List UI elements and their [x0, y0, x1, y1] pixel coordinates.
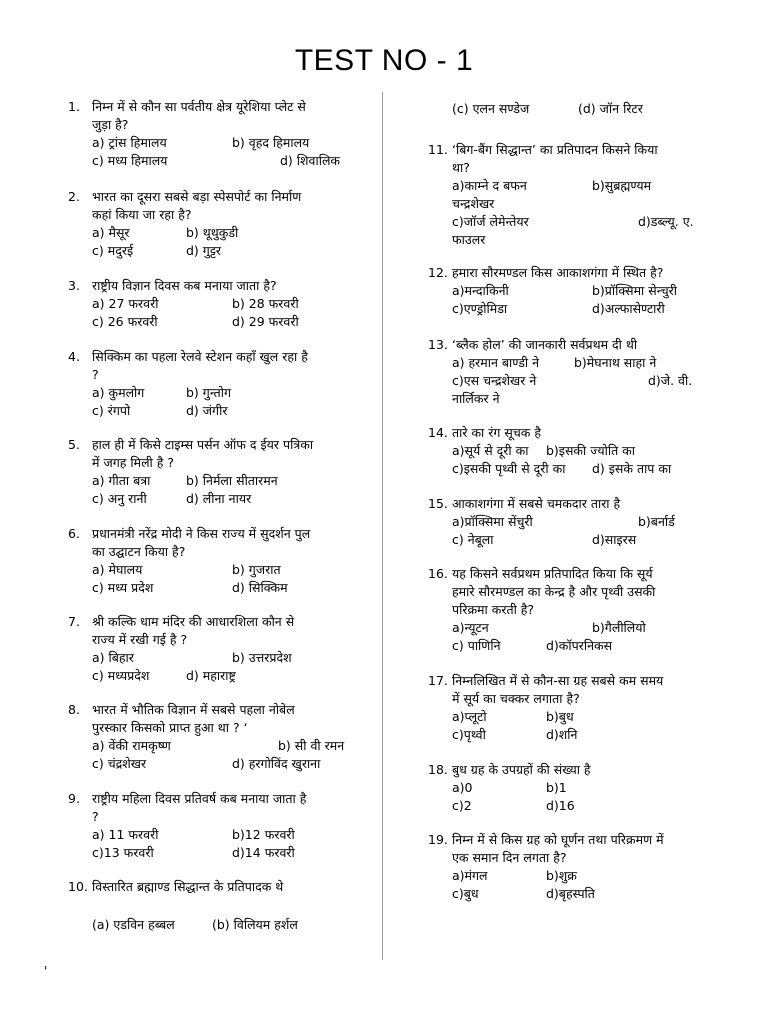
option: (a) एडविन हब्बल — [92, 917, 175, 932]
option: b) गुन्तोग — [186, 385, 232, 400]
option: d)शनि — [546, 727, 578, 742]
option: b)सुब्रह्मण्यम — [592, 178, 652, 193]
option: b)बुध — [546, 709, 574, 724]
question-text: हाल ही में किसे टाइम्स पर्सन ऑफ द ईयर पत्रिका — [92, 437, 314, 452]
question-12: 12. हमारा सौरमण्डल किस आकाशगंगा में स्थित है? a)मन्दाकिनी b)प्रॉक्सिमा सेन्चुरी c)एण्ड्रोमिडा d)अल्फासेण्टारी — [428, 264, 728, 318]
option: b) वृहद हिमालय — [232, 135, 310, 150]
option: d) 29 फरवरी — [232, 314, 299, 329]
option: c)एण्ड्रोमिडा — [452, 301, 508, 316]
question-text: ‘ब्लैक होल’ की जानकारी सर्वप्रथम दी थी — [452, 337, 638, 352]
question-7: 7. श्री कल्कि धाम मंदिर की आधारशिला कौन से राज्य में रखी गई है ? a) बिहार b) उत्तरप्रदेश c) मध्यप्रदेश d) महाराष्ट्र — [68, 613, 368, 685]
option: a) हरमान बाण्डी ने — [452, 355, 540, 370]
option: a) 11 फरवरी — [92, 827, 159, 842]
option: c) मध्य प्रदेश — [92, 580, 154, 595]
option: b)इसकी ज्योति का — [546, 443, 636, 458]
option: c) अनु रानी — [92, 491, 147, 506]
question-text: कहां किया जा रहा है? — [92, 207, 192, 222]
option: b)बर्नार्ड — [638, 514, 675, 529]
page-title: TEST NO - 1 — [294, 44, 474, 77]
question-text: निम्नलिखित में से कौन-सा ग्रह सबसे कम समय — [452, 673, 664, 688]
question-text: तारे का रंग सूचक है — [452, 425, 541, 440]
question-text: निम्न में से कौन सा पर्वतीय क्षेत्र यूरेशिया प्लेट से — [92, 99, 306, 114]
question-text: का उद्घाटन किया है? — [92, 544, 186, 559]
question-3: 3. राष्ट्रीय विज्ञान दिवस कब मनाया जाता है? a) 27 फरवरी b) 28 फरवरी c) 26 फरवरी d) 29 फरवरी — [68, 277, 368, 331]
option: c) चंद्रशेखर — [92, 756, 147, 771]
option: b) 28 फरवरी — [232, 296, 299, 311]
option: a)काम्ने द बफन — [452, 178, 527, 193]
option: c) 26 फरवरी — [92, 314, 158, 329]
option: b) उत्तरप्रदेश — [232, 650, 292, 665]
option: d) महाराष्ट्र — [186, 668, 236, 683]
option: c)बुध — [452, 886, 479, 901]
option-continued: फाउलर — [452, 232, 486, 247]
option: a) मैसूर — [92, 225, 130, 240]
question-text: श्री कल्कि धाम मंदिर की आधारशिला कौन से — [92, 614, 295, 629]
option: b)गैलीलियो — [592, 620, 646, 635]
option: b)प्रॉक्सिमा सेन्चुरी — [592, 283, 677, 298]
question-text: भारत का दूसरा सबसे बड़ा स्पेसपोर्ट का निर्माण — [92, 189, 302, 204]
option: c)जॉर्ज लेमेन्तेयर — [452, 214, 529, 229]
question-text: था? — [452, 160, 470, 175]
option: c)इसकी पृथ्वी से दूरी का — [452, 461, 566, 476]
option: c)पृथ्वी — [452, 727, 486, 742]
question-text: यह किसने सर्वप्रथम प्रतिपादित किया कि सूर्य — [452, 566, 653, 581]
option: b) थूथुकुडी — [186, 225, 239, 240]
option: d)बृहस्पति — [546, 886, 595, 901]
question-9: 9. राष्ट्रीय महिला दिवस प्रतिवर्ष कब मनाया जाता है ? a) 11 फरवरी b)12 फरवरी c)13 फरवरी d)14 फरवरी — [68, 790, 368, 862]
option: d)14 फरवरी — [232, 845, 295, 860]
option: d) शिवालिक — [280, 153, 341, 168]
question-text: प्रधानमंत्री नरेंद्र मोदी ने किस राज्य में सुदर्शन पुल — [92, 526, 311, 541]
option: c) पाणिनि — [452, 638, 501, 653]
question-10: 10. विस्तारित ब्रह्माण्ड सिद्धान्त के प्रतिपादक थे (a) एडविन हब्बल (b) विलियम हर्शल — [68, 878, 368, 934]
option: a) बिहार — [92, 650, 134, 665]
option: b)शुक्र — [546, 868, 577, 883]
question-text: हमारा सौरमण्डल किस आकाशगंगा में स्थित है? — [452, 265, 664, 280]
question-text: आकाशगंगा में सबसे चमकदार तारा है — [452, 496, 621, 511]
option: d)अल्फासेण्टारी — [592, 301, 665, 316]
option: a) मेघालय — [92, 562, 143, 577]
option: c)13 फरवरी — [92, 845, 154, 860]
question-text: सिक्किम का पहला रेलवे स्टेशन कहाँ खुल रहा है — [92, 349, 308, 364]
option: (d) जॉन रिटर — [578, 101, 643, 116]
question-2: 2. भारत का दूसरा सबसे बड़ा स्पेसपोर्ट का निर्माण कहां किया जा रहा है? a) मैसूर b) थूथुकुडी c) मदुरई d) गुट्टर — [68, 188, 368, 260]
question-18: 18. बुध ग्रह के उपग्रहों की संख्या है a)0 b)1 c)2 d)16 — [428, 761, 728, 815]
question-text: में जगह मिली है ? — [92, 455, 175, 470]
question-text: विस्तारित ब्रह्माण्ड सिद्धान्त के प्रतिपादक थे — [92, 879, 284, 894]
question-text: भारत में भौतिक विज्ञान में सबसे पहला नोबेल — [92, 702, 295, 717]
option: d)16 — [546, 798, 575, 813]
question-text: राज्य में रखी गई है ? — [92, 632, 188, 647]
question-1: 1. निम्न में से कौन सा पर्वतीय क्षेत्र यूरेशिया प्लेट से जुड़ा है? a) ट्रांस हिमालय b) वृहद हिमालय c) मध्य हिमालय d) शिवालिक — [68, 98, 368, 170]
option: d) लीना नायर — [186, 491, 252, 506]
option: d) गुट्टर — [186, 243, 222, 258]
option: b) निर्मला सीतारमन — [186, 473, 278, 488]
question-15: 15. आकाशगंगा में सबसे चमकदार तारा है a)प्रॉक्सिमा सेंचुरी b)बर्नार्ड c) नेबूला d)साइरस — [428, 495, 728, 549]
option: a)मंगल — [452, 868, 488, 883]
option: a)0 — [452, 780, 473, 795]
option: a) ट्रांस हिमालय — [92, 135, 167, 150]
question-text: एक समान दिन लगता है? — [452, 850, 567, 865]
question-17: 17. निम्नलिखित में से कौन-सा ग्रह सबसे कम समय में सूर्य का चक्कर लगाता है? a)प्लूटो b)बुध c)पृथ्वी d)शनि — [428, 672, 728, 744]
question-text: जुड़ा है? — [92, 117, 129, 132]
option: c) नेबूला — [452, 532, 494, 547]
option: (c) एलन सण्डेज — [452, 101, 530, 116]
option: a)प्लूटो — [452, 709, 487, 724]
option: c) रंगपो — [92, 403, 131, 418]
footer-mark: ' — [44, 964, 48, 978]
option: c)2 — [452, 798, 472, 813]
question-6: 6. प्रधानमंत्री नरेंद्र मोदी ने किस राज्य में सुदर्शन पुल का उद्घाटन किया है? a) मेघालय b) गुजरात c) मध्य प्रदेश d) सिक्किम — [68, 525, 368, 597]
question-text: परिक्रमा करती है? — [452, 602, 535, 617]
option: d)जे. वी. — [648, 373, 693, 388]
question-16: 16. यह किसने सर्वप्रथम प्रतिपादित किया कि सूर्य हमारे सौरमण्डल का केन्द्र है और पृथ्वी उसकी परिक्रमा करती है? a)न्यूटन b)गैलीलियो c) पाणिनि d)कॉपरनिकस — [428, 565, 728, 655]
question-text: हमारे सौरमण्डल का केन्द्र है और पृथ्वी उसकी — [452, 584, 656, 599]
option: a) 27 फरवरी — [92, 296, 159, 311]
option-continued: नार्लिकर ने — [452, 391, 500, 406]
option: d)कॉपरनिकस — [546, 638, 613, 653]
option: a)सूर्य से दूरी का — [452, 443, 529, 458]
option: d) सिक्किम — [232, 580, 288, 595]
option: d) हरगोविंद खुराना — [232, 756, 321, 771]
option: d) इसके ताप का — [592, 461, 672, 476]
question-text: राष्ट्रीय महिला दिवस प्रतिवर्ष कब मनाया जाता है — [92, 791, 307, 806]
option: a) गीता बत्रा — [92, 473, 151, 488]
option: (b) विलियम हर्शल — [212, 917, 298, 932]
option: d) जंगीर — [186, 403, 228, 418]
option: a) कुमलोग — [92, 385, 145, 400]
question-14: 14. तारे का रंग सूचक है a)सूर्य से दूरी का b)इसकी ज्योति का c)इसकी पृथ्वी से दूरी का d) इसके ताप का — [428, 424, 728, 478]
option: b)1 — [546, 780, 567, 795]
question-19: 19. निम्न में से किस ग्रह को घूर्णन तथा परिक्रमण में एक समान दिन लगता है? a)मंगल b)शुक्र c)बुध d)बृहस्पति — [428, 831, 728, 903]
option: b)12 फरवरी — [232, 827, 295, 842]
option: c) मदुरई — [92, 243, 134, 258]
question-11: 11. ‘बिग-बैंग सिद्धान्त’ का प्रतिपादन किसने किया था? a)काम्ने द बफन b)सुब्रह्मण्यम चन्द्रशेखर c)जॉर्ज लेमेन्तेयर d)डब्ल्यू. ए. फाउलर — [428, 141, 728, 249]
question-text: ? — [92, 367, 99, 382]
option: a) वेंकी रामकृष्ण — [92, 738, 171, 753]
option-continued: चन्द्रशेखर — [452, 196, 495, 211]
question-5: 5. हाल ही में किसे टाइम्स पर्सन ऑफ द ईयर पत्रिका में जगह मिली है ? a) गीता बत्रा b) निर्मला सीतारमन c) अनु रानी d) लीना नायर — [68, 436, 368, 508]
question-text: ? — [92, 809, 99, 824]
option: c) मध्यप्रदेश — [92, 668, 150, 683]
column-divider — [382, 92, 383, 960]
option: a)न्यूटन — [452, 620, 489, 635]
question-text: निम्न में से किस ग्रह को घूर्णन तथा परिक्रमण में — [452, 832, 664, 847]
option: a)मन्दाकिनी — [452, 283, 509, 298]
option: b)मेघनाथ साहा ने — [574, 355, 657, 370]
question-text: बुध ग्रह के उपग्रहों की संख्या है — [452, 762, 591, 777]
question-text: पुरस्कार किसको प्राप्त हुआ था ? ‘ — [92, 720, 248, 735]
option: c) मध्य हिमालय — [92, 153, 168, 168]
question-4: 4. सिक्किम का पहला रेलवे स्टेशन कहाँ खुल रहा है ? a) कुमलोग b) गुन्तोग c) रंगपो d) जंगीर — [68, 348, 368, 420]
question-13: 13. ‘ब्लैक होल’ की जानकारी सर्वप्रथम दी थी a) हरमान बाण्डी ने b)मेघनाथ साहा ने c)एस चन्द्रशेखर ने d)जे. वी. नार्लिकर ने — [428, 336, 728, 408]
option: a)प्रॉक्सिमा सेंचुरी — [452, 514, 533, 529]
option: b) सी वी रमन — [278, 738, 345, 753]
question-text: ‘बिग-बैंग सिद्धान्त’ का प्रतिपादन किसने किया — [452, 142, 658, 157]
question-8: 8. भारत में भौतिक विज्ञान में सबसे पहला नोबेल पुरस्कार किसको प्राप्त हुआ था ? ‘ a) वेंकी रामकृष्ण b) सी वी रमन c) चंद्रशेखर d) हरगोविंद खुराना — [68, 701, 368, 773]
question-text: में सूर्य का चक्कर लगाता है? — [452, 691, 580, 706]
question-text: राष्ट्रीय विज्ञान दिवस कब मनाया जाता है? — [92, 278, 277, 293]
option: d)साइरस — [592, 532, 637, 547]
question-10-continued — [452, 100, 752, 118]
option: b) गुजरात — [232, 562, 281, 577]
option: d)डब्ल्यू. ए. — [638, 214, 694, 229]
option: c)एस चन्द्रशेखर ने — [452, 373, 537, 388]
